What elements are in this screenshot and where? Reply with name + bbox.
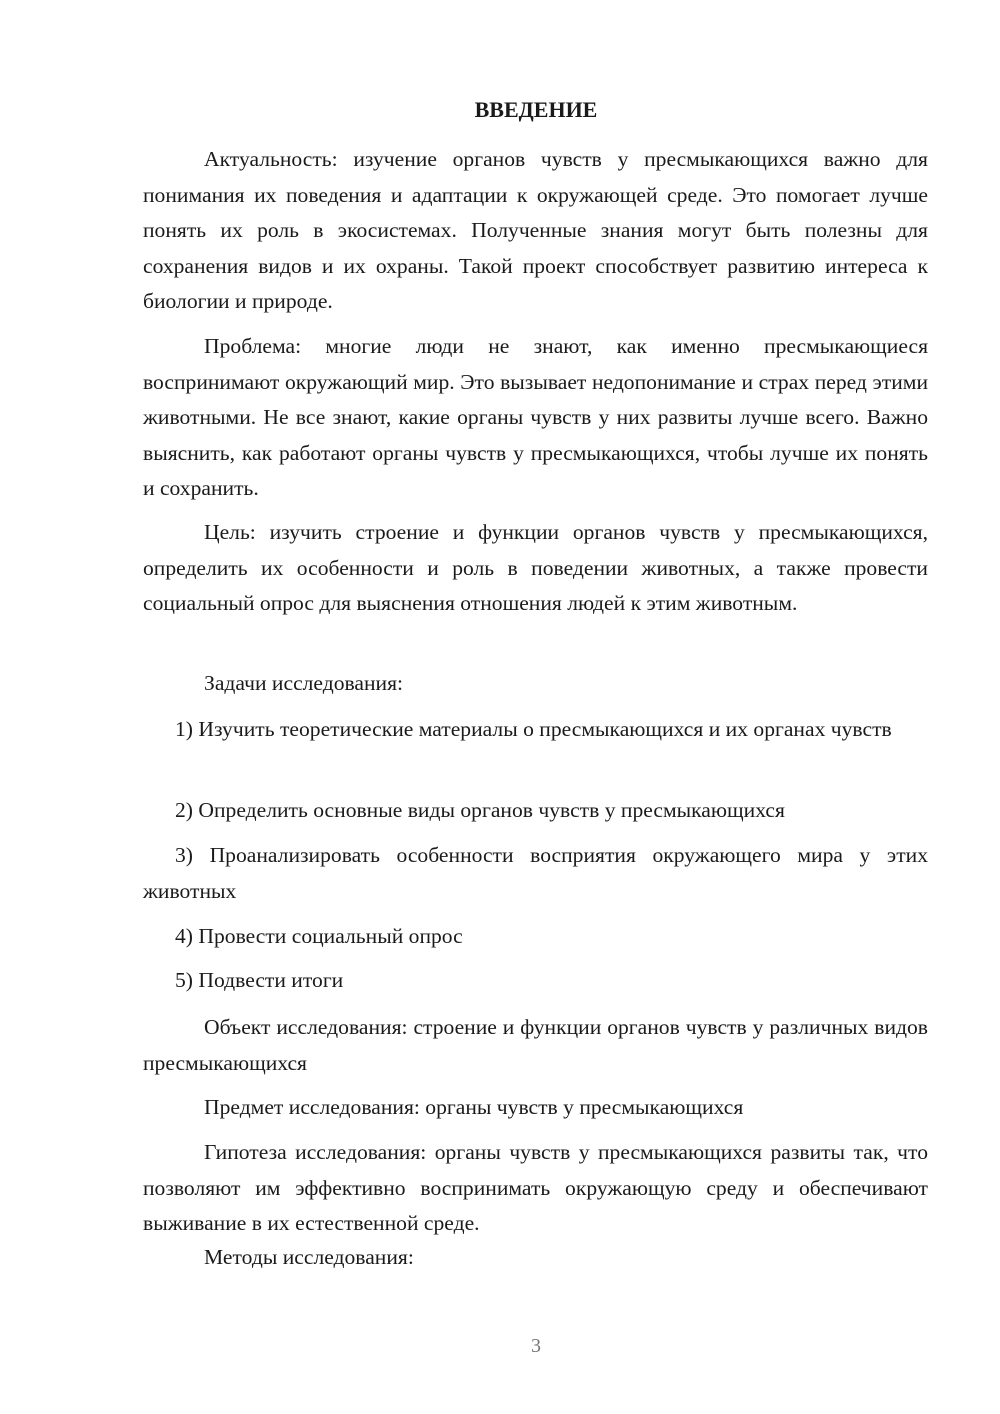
task-item-1: 1) Изучить теоретические материалы о пресмыкающихся и их органах чувств <box>175 717 892 741</box>
paragraph-relevance: Актуальность: изучение органов чувств у пресмыкающихся важно для понимания их поведения и адаптации к окружающей среде. Это помогает лучше понять их роль в экосистемах. Полученные знания могут быть полезны для сохранения видов и их охраны. Такой проект способствует развитию интереса к биологии и природе. <box>143 147 928 313</box>
task-item-4: 4) Провести социальный опрос <box>175 924 463 948</box>
task-item-3: 3) Проанализировать особенности восприятия окружающего мира у этих животных <box>143 843 928 903</box>
paragraph-object: Объект исследования: строение и функции органов чувств у различных видов пресмыкающихся <box>143 1015 928 1075</box>
paragraph-hypothesis: Гипотеза исследования: органы чувств у пресмыкающихся развиты так, что позволяют им эффективно воспринимать окружающую среду и обеспечивают выживание в их естественной среде. <box>143 1140 928 1235</box>
task-item-5: 5) Подвести итоги <box>175 968 344 992</box>
paragraph-subject: Предмет исследования: органы чувств у пресмыкающихся <box>204 1095 744 1119</box>
page-title: ВВЕДЕНИЕ <box>474 97 598 122</box>
paragraph-goal: Цель: изучить строение и функции органов чувств у пресмыкающихся, определить их особенности и роль в поведении животных, а также провести социальный опрос для выяснения отношения людей к этим животным. <box>143 520 928 615</box>
page-number: 3 <box>531 1335 541 1357</box>
paragraph-methods: Методы исследования: <box>204 1245 414 1269</box>
paragraph-problem: Проблема: многие люди не знают, как именно пресмыкающиеся воспринимают окружающий мир. Это вызывает недопонимание и страх перед этими животными. Не все знают, какие органы чувств у них развиты лучше всего. Важно выяснить, как работают органы чувств у пресмыкающихся, чтобы лучше их понять и сохранить. <box>143 334 928 500</box>
tasks-heading: Задачи исследования: <box>204 671 404 695</box>
task-item-2: 2) Определить основные виды органов чувств у пресмыкающихся <box>175 798 785 822</box>
